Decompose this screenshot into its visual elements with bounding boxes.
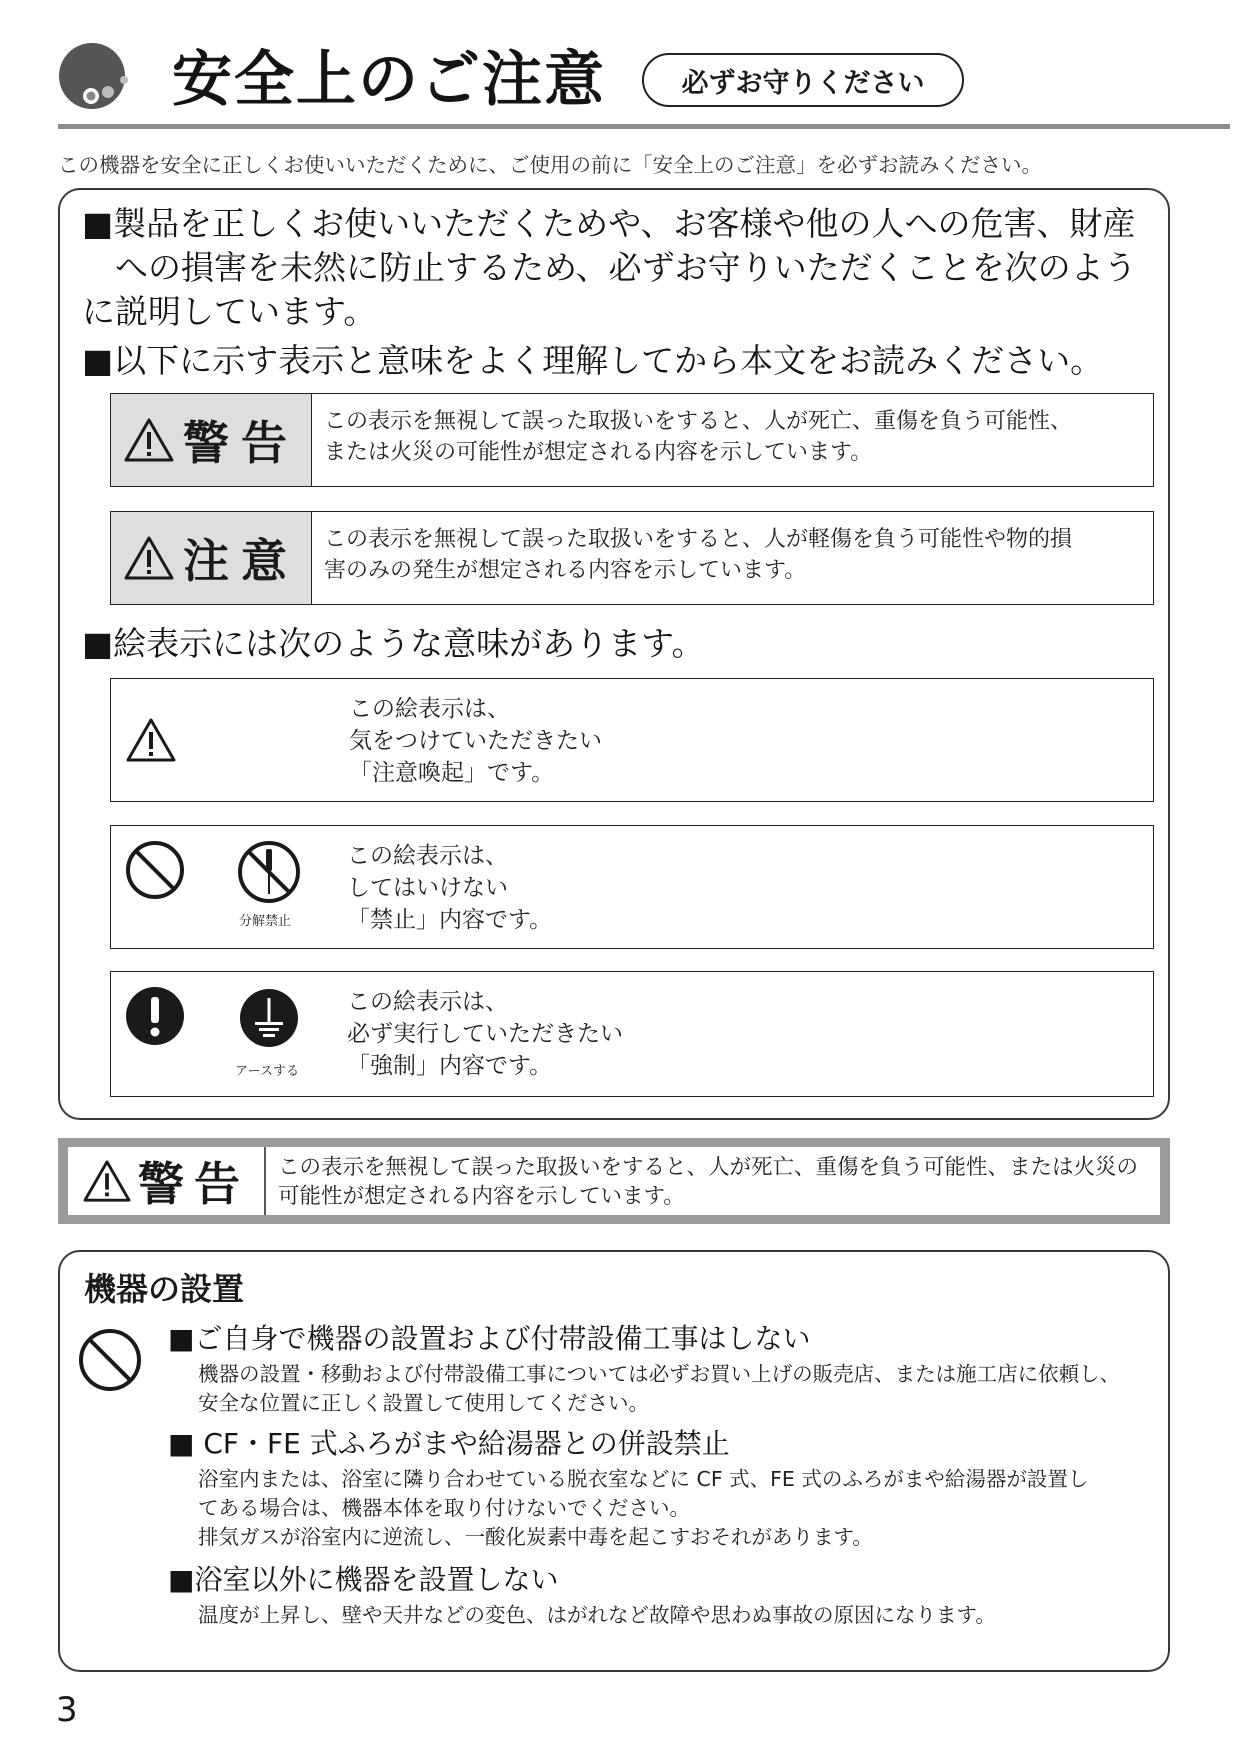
pictogram-mandatory-text bbox=[347, 986, 623, 1082]
ground-earth-icon bbox=[239, 988, 299, 1048]
installation-body-line: 温度が上昇し、壁や天井などの変色、はがれなど故障や思わぬ事故の原因になります。 bbox=[198, 1603, 996, 1627]
installation-body-line: 安全な位置に正しく設置して使用してください。 bbox=[198, 1391, 649, 1415]
ground-earth-caption: アースする bbox=[235, 1064, 299, 1079]
installation-body-line: 浴室内または、浴室に隣り合わせている脱衣室などに CF 式、FE 式のふろがまや給湯器が設置し bbox=[198, 1467, 1089, 1491]
no-disassembly-icon bbox=[237, 840, 301, 904]
warning-description-line: この表示を無視して誤った取扱いをすると、人が死亡、重傷を負う可能性、 bbox=[324, 409, 1073, 434]
legend-intro-line: に説明しています。 bbox=[82, 292, 377, 331]
pictogram-prohibit-text bbox=[347, 840, 552, 936]
must-follow-badge: 必ずお守りください bbox=[642, 53, 964, 107]
warning-description-line: または火災の可能性が想定される内容を示しています。 bbox=[324, 440, 873, 465]
installation-item-heading: ■ CF・FE 式ふろがまや給湯器との併設禁止 bbox=[168, 1427, 730, 1460]
warning-banner-line: 可能性が想定される内容を示しています。 bbox=[278, 1184, 685, 1209]
header-circles-icon bbox=[58, 42, 158, 114]
installation-item-heading: ■浴室以外に機器を設置しない bbox=[168, 1563, 559, 1596]
legend-intro-line: への損害を未然に防止するため、必ずお守りいただくことを次のよう bbox=[115, 248, 1137, 287]
caution-triangle-icon bbox=[123, 535, 175, 581]
pictogram-text-line: 「禁止」内容です。 bbox=[347, 907, 553, 933]
page-number: 3 bbox=[56, 1690, 78, 1730]
caution-signal-box bbox=[110, 511, 1154, 605]
warning-banner-word: 警告 bbox=[138, 1157, 250, 1211]
installation-body-line: 機器の設置・移動および付帯設備工事については必ずお買い上げの販売店、または施工店に依頼し、 bbox=[198, 1362, 1121, 1386]
caution-label-cell bbox=[111, 512, 312, 604]
caution-description-line: 害のみの発生が想定される内容を示しています。 bbox=[324, 558, 807, 583]
warning-banner bbox=[68, 1147, 1160, 1215]
pictogram-text-line: 必ず実行していただきたい bbox=[347, 1021, 623, 1047]
pictogram-prohibit-box bbox=[110, 825, 1154, 949]
pictogram-text-line: 「注意喚起」です。 bbox=[349, 760, 555, 786]
no-disassembly-caption: 分解禁止 bbox=[239, 914, 292, 929]
warning-banner-line: この表示を無視して誤った取扱いをすると、人が死亡、重傷を負う可能性、または火災の bbox=[278, 1155, 1139, 1180]
legend-intro-paragraph bbox=[82, 202, 1162, 334]
prohibition-icon bbox=[125, 840, 185, 900]
caution-description-line: この表示を無視して誤った取扱いをすると、人が軽傷を負う可能性や物的損 bbox=[324, 527, 1073, 552]
pictogram-text-line: この絵表示は、 bbox=[349, 696, 510, 722]
installation-body-line: てある場合は、機器本体を取り付けないでください。 bbox=[198, 1496, 690, 1520]
pictogram-mandatory-box bbox=[110, 971, 1154, 1097]
installation-item-body bbox=[198, 1360, 1120, 1418]
installation-item-body bbox=[198, 1601, 996, 1630]
pictogram-attention-box bbox=[110, 678, 1154, 802]
mandatory-action-icon bbox=[125, 986, 185, 1046]
warning-label-cell bbox=[111, 394, 312, 486]
page-title: 安全上のご注意 bbox=[172, 45, 606, 115]
pictogram-text-line: この絵表示は、 bbox=[347, 843, 508, 869]
warning-banner-description bbox=[266, 1147, 1138, 1215]
legend-read-paragraph: ■以下に示す表示と意味をよく理解してから本文をお読みください。 bbox=[82, 341, 1104, 380]
pictogram-heading: ■絵表示には次のような意味があります。 bbox=[82, 624, 705, 663]
caution-description bbox=[312, 512, 1072, 604]
pictogram-text-line: 気をつけていただきたい bbox=[349, 728, 602, 754]
warning-banner-label bbox=[68, 1147, 266, 1215]
pictogram-text-line: この絵表示は、 bbox=[347, 989, 508, 1015]
warning-signal-box bbox=[110, 393, 1154, 487]
pictogram-attention-text bbox=[349, 693, 602, 789]
installation-item-heading: ■ご自身で機器の設置および付帯設備工事はしない bbox=[168, 1322, 811, 1355]
installation-title: 機器の設置 bbox=[84, 1270, 245, 1308]
prohibition-icon bbox=[78, 1328, 142, 1392]
header-divider bbox=[58, 124, 1230, 129]
warning-word: 警告 bbox=[183, 416, 299, 470]
caution-word: 注意 bbox=[183, 534, 299, 588]
installation-body-line: 排気ガスが浴室内に逆流し、一酸化炭素中毒を起こすおそれがあります。 bbox=[198, 1525, 873, 1549]
pictogram-text-line: してはいけない bbox=[347, 875, 508, 901]
warning-triangle-icon bbox=[82, 1159, 132, 1203]
installation-item-body bbox=[198, 1465, 1088, 1552]
legend-intro-line: ■製品を正しくお使いいただくためや、お客様や他の人への危害、財産 bbox=[82, 204, 1136, 243]
warning-description bbox=[312, 394, 1072, 486]
warning-triangle-icon bbox=[125, 717, 177, 763]
pictogram-text-line: 「強制」内容です。 bbox=[347, 1053, 553, 1079]
warning-triangle-icon bbox=[123, 417, 175, 463]
intro-text: この機器を安全に正しくお使いいただくために、ご使用の前に「安全上のご注意」を必ずお読みください。 bbox=[58, 153, 1042, 177]
